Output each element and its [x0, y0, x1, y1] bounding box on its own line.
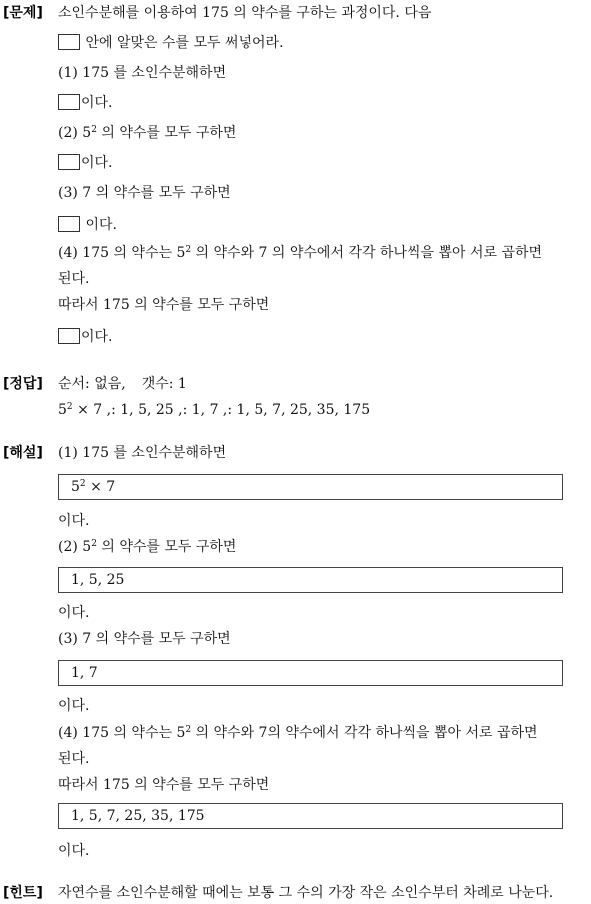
explanation-ida-4: 이다.: [58, 843, 90, 859]
step4-prefix: (4) 175 의 약수는 5: [58, 245, 186, 261]
answer-blank-box[interactable]: [58, 94, 80, 110]
explanation-step4-line2: 된다.: [58, 751, 90, 767]
explanation-ida-3: 이다.: [58, 698, 90, 714]
problem-tag: [문제]: [3, 5, 43, 21]
step4-suffix: 의 약수와 7의 약수에서 각각 하나씩을 뽑아 서로 곱하면: [195, 725, 538, 741]
ida-text: 이다.: [81, 95, 113, 111]
step2-prefix: (2) 5: [58, 125, 92, 141]
exponent: 2: [185, 725, 192, 735]
exponent: 2: [66, 402, 73, 412]
problem-intro-line2-text: 안에 알맞은 수를 모두 써넣어라.: [85, 35, 284, 51]
explanation-answer-box-4: 1, 5, 7, 25, 35, 175: [58, 803, 563, 829]
answer-blank-box[interactable]: [58, 34, 80, 50]
answer-values-base: 5: [58, 402, 67, 418]
problem-step5-answer: [58, 328, 113, 346]
answer-values-line: [58, 401, 370, 419]
exponent: 2: [185, 245, 192, 255]
answer-order-line: [58, 375, 187, 393]
problem-step1-answer: [58, 94, 113, 112]
answer-count: 갯수: 1: [141, 376, 187, 392]
problem-step5: 따라서 175 의 약수를 모두 구하면: [58, 297, 270, 313]
explanation-ida-1: 이다.: [58, 513, 90, 529]
problem-step1: (1) 175 를 소인수분해하면: [58, 65, 227, 81]
explanation-step5: 따라서 175 의 약수를 모두 구하면: [58, 777, 270, 793]
explanation-step3: (3) 7 의 약수를 모두 구하면: [58, 631, 231, 647]
step4-prefix: (4) 175 의 약수는 5: [58, 725, 186, 741]
step2-prefix: (2) 5: [58, 539, 92, 555]
explanation-step4-line1: [58, 724, 538, 742]
explanation-ida-2: 이다.: [58, 605, 90, 621]
problem-step3-answer: [58, 216, 117, 234]
step2-suffix: 의 약수를 모두 구하면: [101, 539, 237, 555]
step2-suffix: 의 약수를 모두 구하면: [101, 125, 237, 141]
box1-rest: × 7: [90, 479, 116, 495]
box1-base: 5: [71, 479, 80, 495]
problem-step3: (3) 7 의 약수를 모두 구하면: [58, 185, 231, 201]
problem-step4-line2: 된다.: [58, 271, 90, 287]
explanation-answer-box-2: 1, 5, 25: [58, 567, 563, 593]
problem-step2: [58, 124, 236, 142]
problem-step4-line1: [58, 244, 542, 262]
ida-text: 이다.: [81, 217, 117, 233]
exponent: 2: [91, 539, 97, 549]
ida-text: 이다.: [81, 155, 113, 171]
problem-step2-answer: [58, 154, 113, 172]
explanation-tag: [해설]: [3, 445, 43, 461]
explanation-step1: (1) 175 를 소인수분해하면: [58, 445, 227, 461]
hint-tag: [힌트]: [3, 885, 43, 901]
explanation-step2: [58, 538, 236, 556]
answer-blank-box[interactable]: [58, 328, 80, 344]
exponent: 2: [79, 479, 86, 489]
answer-blank-box[interactable]: [58, 154, 80, 170]
ida-text: 이다.: [81, 329, 113, 345]
answer-order: 순서: 없음,: [58, 376, 126, 392]
step4-suffix: 의 약수와 7 의 약수에서 각각 하나씩을 뽑아 서로 곱하면: [195, 245, 543, 261]
exponent: 2: [91, 125, 97, 135]
hint-text: 자연수를 소인수분해할 때에는 보통 그 수의 가장 작은 소인수부터 차례로 나눈다.: [58, 885, 554, 901]
explanation-answer-box-3: 1, 7: [58, 660, 563, 686]
problem-intro-line2: [58, 34, 284, 52]
answer-values-rest: × 7 ,: 1, 5, 25 ,: 1, 7 ,: 1, 5, 7, 25, 35, 175: [77, 402, 371, 418]
answer-tag: [정답]: [3, 376, 43, 392]
problem-intro-line1: 소인수분해를 이용하여 175 의 약수를 구하는 과정이다. 다음: [58, 5, 432, 21]
explanation-answer-box-1: [58, 474, 563, 500]
answer-blank-box[interactable]: [58, 216, 80, 232]
